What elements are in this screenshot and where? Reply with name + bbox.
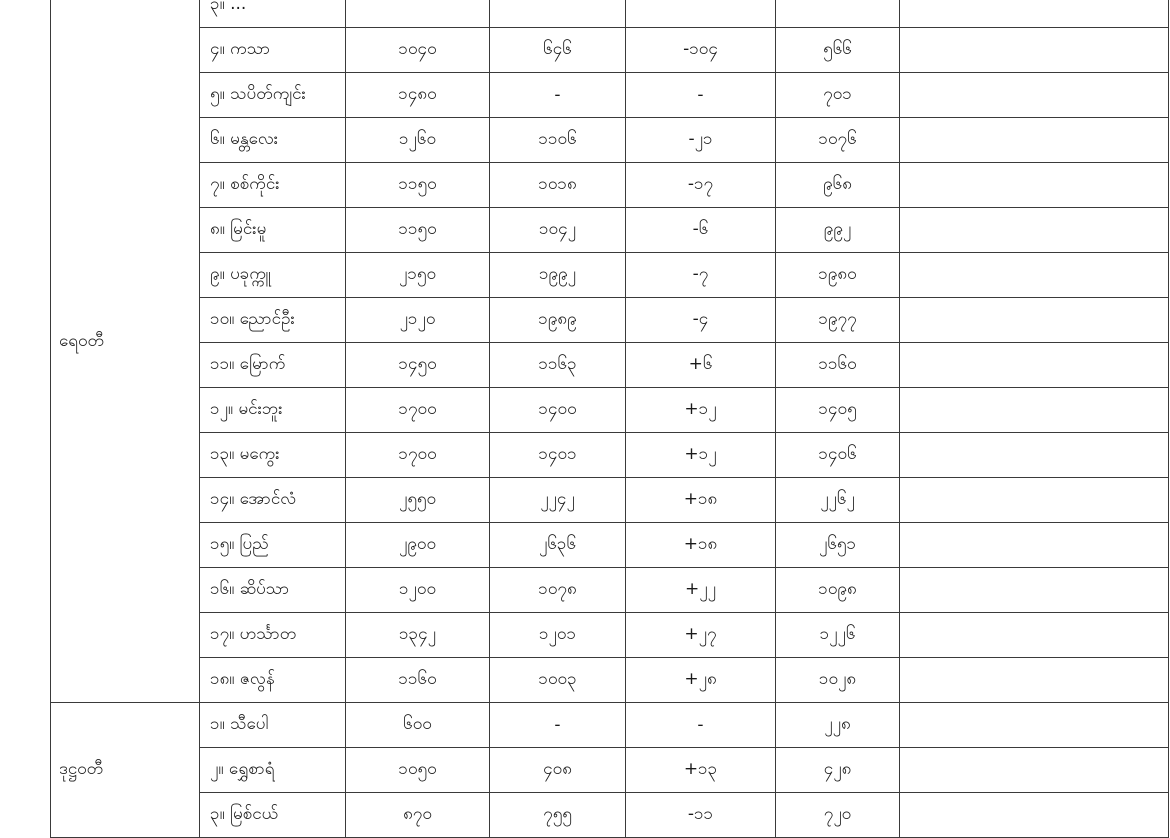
change-cell: - (626, 73, 776, 118)
value-cell-b: ၁၉၉၂ (490, 253, 626, 298)
table-row (51, 253, 1169, 298)
value-cell-a: ၁၁၅၀ (346, 208, 490, 253)
value-cell-b: ၂၂၄၂ (490, 478, 626, 523)
change-cell: -၂၁ (626, 118, 776, 163)
value-cell-a: ၂၁၅၀ (346, 253, 490, 298)
table-row (51, 73, 1169, 118)
value-cell-a: ၁၄၅၀ (346, 343, 490, 388)
change-cell: +၁၂ (626, 433, 776, 478)
remarks-cell (900, 793, 1169, 838)
change-cell: +၂၇ (626, 613, 776, 658)
change-cell: +၁၈ (626, 523, 776, 568)
value-cell-b: ၁၄၀၀ (490, 388, 626, 433)
table-row (51, 568, 1169, 613)
value-cell-a: ၁၂၆၀ (346, 118, 490, 163)
table-row (51, 163, 1169, 208)
change-cell: +၁၂ (626, 388, 776, 433)
table-row (51, 0, 1169, 28)
table-row (51, 433, 1169, 478)
town-cell: ၁၁။ မြောက် (200, 343, 346, 388)
remarks-cell (900, 298, 1169, 343)
value-cell-a: ၁၇၀၀ (346, 388, 490, 433)
value-cell-a: ၁၇၀၀ (346, 433, 490, 478)
value-cell-b: ၁၉၈၉ (490, 298, 626, 343)
town-cell: ၁။ သီပေါ (200, 703, 346, 748)
town-cell: ၁၀။ ညောင်ဦး (200, 298, 346, 343)
remarks-cell (900, 163, 1169, 208)
town-cell: ၁၈။ ဇလွန် (200, 658, 346, 703)
change-cell: +၆ (626, 343, 776, 388)
change-cell: +၁၃ (626, 748, 776, 793)
value-cell-d: ၁၁၆၀ (776, 343, 900, 388)
town-cell: ၃။ ... (200, 0, 346, 28)
table-row (51, 523, 1169, 568)
table-row (51, 658, 1169, 703)
value-cell-d: ၂၆၅၁ (776, 523, 900, 568)
remarks-cell (900, 568, 1169, 613)
value-cell-b: ၁၁၆၃ (490, 343, 626, 388)
town-cell: ၈။ မြင်းမူ (200, 208, 346, 253)
value-cell-d: ၂၂၆၂ (776, 478, 900, 523)
change-cell (626, 0, 776, 28)
value-cell-b: ၁၀၀၃ (490, 658, 626, 703)
region-cell: ဒုဋ္ဌဝတီ (51, 703, 200, 838)
table-row (51, 343, 1169, 388)
value-cell-a: ၁၃၄၂ (346, 613, 490, 658)
town-cell: ၁၃။ မကွေး (200, 433, 346, 478)
town-cell: ၁၅။ ပြည် (200, 523, 346, 568)
value-cell-b: ၁၁၀၆ (490, 118, 626, 163)
remarks-cell (900, 523, 1169, 568)
value-cell-a: ၁၀၅၀ (346, 748, 490, 793)
table-row (51, 208, 1169, 253)
value-cell-a: ၂၅၅၀ (346, 478, 490, 523)
table-row (51, 748, 1169, 793)
value-cell-d: ၉၆၈ (776, 163, 900, 208)
value-cell-d: ၁၉၈၀ (776, 253, 900, 298)
value-cell-d: ၇၀၁ (776, 73, 900, 118)
value-cell-b (490, 0, 626, 28)
remarks-cell (900, 703, 1169, 748)
value-cell-a (346, 0, 490, 28)
value-cell-d: ၂၂၈ (776, 703, 900, 748)
table-row (51, 298, 1169, 343)
remarks-cell (900, 433, 1169, 478)
table-row (51, 703, 1169, 748)
value-cell-d: ၅၆၆ (776, 28, 900, 73)
town-cell: ၂။ ရွှေစာရံ (200, 748, 346, 793)
town-cell: ၁၄။ အောင်လံ (200, 478, 346, 523)
value-cell-a: ၁၁၆၀ (346, 658, 490, 703)
value-cell-b: ၁၂၀၁ (490, 613, 626, 658)
town-cell: ၇။ စစ်ကိုင်း (200, 163, 346, 208)
remarks-cell (900, 73, 1169, 118)
remarks-cell (900, 613, 1169, 658)
remarks-cell (900, 748, 1169, 793)
change-cell: +၂၈ (626, 658, 776, 703)
town-cell: ၁၇။ ဟင်္သာတ (200, 613, 346, 658)
town-cell: ၃။ မြစ်ငယ် (200, 793, 346, 838)
value-cell-a: ၁၀၄၀ (346, 28, 490, 73)
value-cell-d: ၁၂၂၆ (776, 613, 900, 658)
change-cell: -၇ (626, 253, 776, 298)
town-cell: ၄။ ကသာ (200, 28, 346, 73)
town-cell: ၉။ ပခုက္ကူ (200, 253, 346, 298)
change-cell: -၁၁ (626, 793, 776, 838)
change-cell: - (626, 703, 776, 748)
remarks-cell (900, 0, 1169, 28)
value-cell-a: ၈၇၀ (346, 793, 490, 838)
remarks-cell (900, 118, 1169, 163)
value-cell-d: ၇၂၀ (776, 793, 900, 838)
town-cell: ၆။ မန္တလေး (200, 118, 346, 163)
value-cell-d: ၁၀၂၈ (776, 658, 900, 703)
value-cell-b: ၄၀၈ (490, 748, 626, 793)
remarks-cell (900, 253, 1169, 298)
region-cell: ရေဝတီ (51, 0, 200, 703)
value-cell-a: ၁၄၈၀ (346, 73, 490, 118)
value-cell-b: ၇၅၅ (490, 793, 626, 838)
value-cell-b: ၁၄၀၁ (490, 433, 626, 478)
town-cell: ၁၆။ ဆိပ်သာ (200, 568, 346, 613)
value-cell-a: ၂၉၀၀ (346, 523, 490, 568)
value-cell-d: ၄၂၈ (776, 748, 900, 793)
table-row (51, 478, 1169, 523)
value-cell-d: ၁၀၉၈ (776, 568, 900, 613)
value-cell-b: - (490, 703, 626, 748)
value-cell-b: ၁၀၄၂ (490, 208, 626, 253)
remarks-cell (900, 388, 1169, 433)
value-cell-b: ၂၆၃၆ (490, 523, 626, 568)
town-cell: ၅။ သပိတ်ကျင်း (200, 73, 346, 118)
table-row (51, 118, 1169, 163)
value-cell-d (776, 0, 900, 28)
remarks-cell (900, 478, 1169, 523)
table-row (51, 28, 1169, 73)
change-cell: -၆ (626, 208, 776, 253)
change-cell: -၁၇ (626, 163, 776, 208)
remarks-cell (900, 208, 1169, 253)
value-cell-a: ၁၂၀၀ (346, 568, 490, 613)
value-cell-d: ၉၉၂ (776, 208, 900, 253)
value-cell-a: ၁၁၅၀ (346, 163, 490, 208)
value-cell-a: ၂၁၂၀ (346, 298, 490, 343)
change-cell: -၄ (626, 298, 776, 343)
value-cell-b: ၁၀၇၈ (490, 568, 626, 613)
value-cell-b: ၁၀၁၈ (490, 163, 626, 208)
value-cell-d: ၁၄၀၆ (776, 433, 900, 478)
value-cell-d: ၁၄၀၅ (776, 388, 900, 433)
change-cell: +၁၈ (626, 478, 776, 523)
table-row (51, 388, 1169, 433)
value-cell-a: ၆၀၀ (346, 703, 490, 748)
value-cell-b: ၆၄၆ (490, 28, 626, 73)
water-level-table (50, 0, 1169, 838)
town-cell: ၁၂။ မင်းဘူး (200, 388, 346, 433)
remarks-cell (900, 343, 1169, 388)
value-cell-b: - (490, 73, 626, 118)
change-cell: -၁၀၄ (626, 28, 776, 73)
table-row (51, 613, 1169, 658)
value-cell-d: ၁၉၇၇ (776, 298, 900, 343)
change-cell: +၂၂ (626, 568, 776, 613)
value-cell-d: ၁၀၇၆ (776, 118, 900, 163)
remarks-cell (900, 658, 1169, 703)
table-row (51, 793, 1169, 838)
remarks-cell (900, 28, 1169, 73)
